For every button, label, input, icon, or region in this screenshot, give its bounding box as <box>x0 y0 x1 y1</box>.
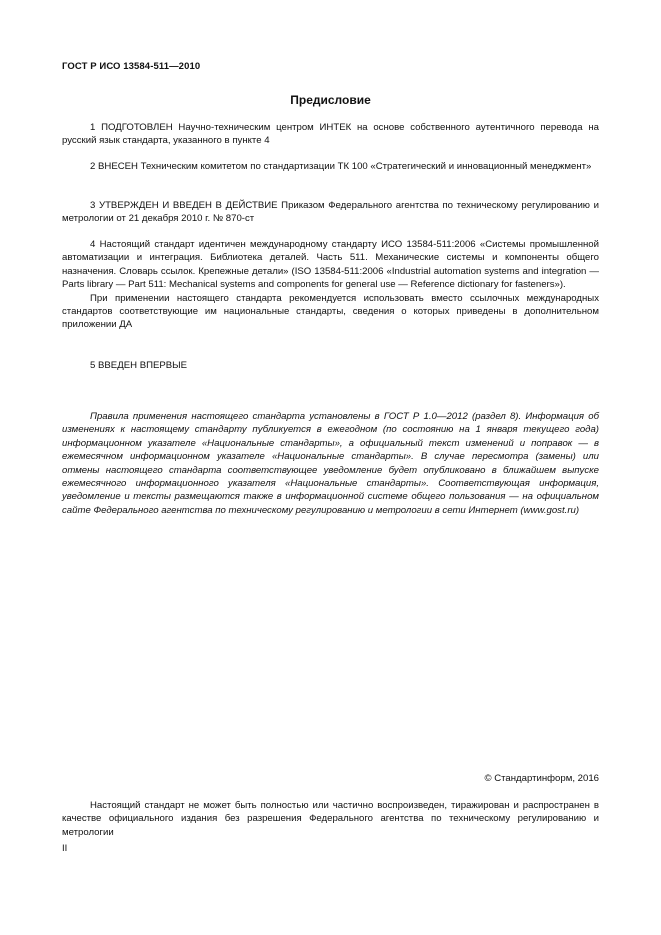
item-5-text: 5 ВВЕДЕН ВПЕРВЫЕ <box>90 360 188 371</box>
page-number: II <box>62 843 68 854</box>
item-3 <box>62 199 599 226</box>
item-4-text: 4 Настоящий стандарт идентичен международному стандарту ИСО 13584-511:2006 «Системы промышленной автоматизации и интеграция. Библиотека деталей. Часть 511. Механические системы и компоненты общего назначения. Словарь ссылок. Крепежные детали» (ISO 13584-511:2006 «Industrial automation systems and integration — Parts library — Part 511: Mechanical systems and components for general use — Reference dictionary for fasteners»). <box>62 239 599 291</box>
item-1-text: 1 ПОДГОТОВЛЕН Научно-техническим центром ИНТЕК на основе собственного аутентичного перевода на русский язык стандарта, указанного в пункте 4 <box>62 122 599 147</box>
item-3-text: 3 УТВЕРЖДЕН И ВВЕДЕН В ДЕЙСТВИЕ Приказом Федерального агентства по техническому регулированию и метрологии от 21 декабря 2010 г. № 870-ст <box>62 200 599 225</box>
item-5 <box>62 359 599 372</box>
application-notice-text: Правила применения настоящего стандарта установлены в ГОСТ Р 1.0—2012 (раздел 8). Информация об изменениях к настоящему стандарту публикуется в ежегодном (по состоянию на 1 января текущего года) информационном указателе «Национальные стандарты», а официальный текст изменений и поправок — в ежемесячном информационном указателе «Национальные стандарты». В случае пересмотра (замены) или отмены настоящего стандарта соответствующее уведомление будет опубликовано в ближайшем выпуске ежемесячного информационного указателя «Национальные стандарты». Соответствующая информация, уведомление и тексты размещаются также в информационной системе общего пользования — на официальном сайте Федерального агентства по техническому регулированию и метрологии в сети Интернет (www.gost.ru) <box>62 411 599 516</box>
page-title: Предисловие <box>290 93 371 107</box>
copyright: © Стандартинформ, 2016 <box>484 773 599 784</box>
item-2-text: 2 ВНЕСЕН Техническим комитетом по стандартизации ТК 100 «Стратегический и инновационный менеджмент» <box>90 161 592 172</box>
item-4-note: При применении настоящего стандарта рекомендуется использовать вместо ссылочных международных стандартов соответствующие им национальные стандарты, сведения о которых приведены в дополнительном приложении ДА <box>62 292 599 331</box>
item-1 <box>62 121 599 148</box>
item-2 <box>62 160 599 173</box>
application-notice <box>62 410 599 517</box>
document-code: ГОСТ Р ИСО 13584-511—2010 <box>62 61 201 72</box>
item-4 <box>62 238 599 332</box>
rights-notice-text: Настоящий стандарт не может быть полностью или частично воспроизведен, тиражирован и распространен в качестве официального издания без разрешения Федерального агентства по техническому регулированию и метрологии <box>62 800 599 838</box>
rights-notice <box>62 799 599 839</box>
